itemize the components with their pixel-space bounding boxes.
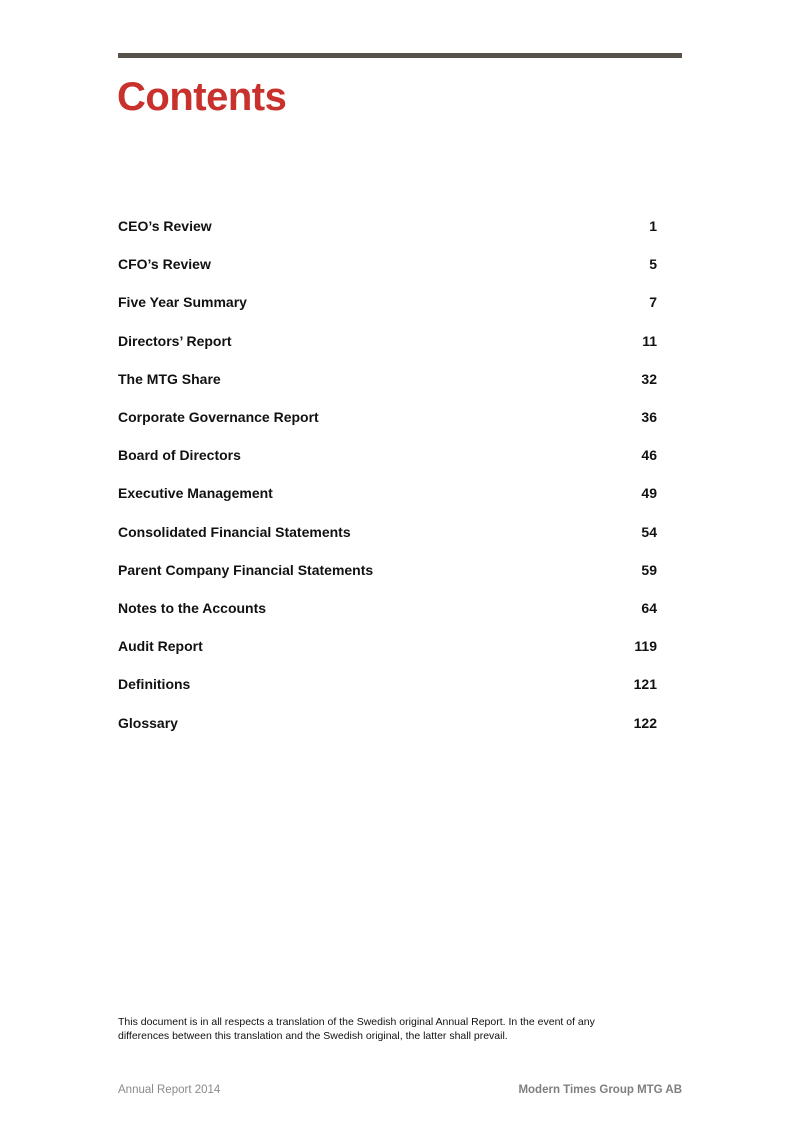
toc-entry-label: CEO’s Review	[118, 218, 212, 235]
toc-entry-page: 11	[642, 332, 657, 349]
toc-entry-label: Consolidated Financial Statements	[118, 523, 351, 540]
translation-disclaimer: This document is in all respects a translation of the Swedish original Annual Report. In the event of any differences between this translation and the Swedish original, the latter shall prevail.	[118, 1016, 595, 1042]
toc-entry-page: 46	[641, 447, 657, 464]
footer-report-year: Annual Report 2014	[118, 1084, 221, 1096]
toc-entry[interactable]	[118, 665, 657, 703]
toc-entry-page: 122	[633, 714, 657, 731]
toc-entry[interactable]	[118, 474, 657, 512]
toc-entry-page: 5	[649, 256, 657, 273]
page-title: Contents	[117, 75, 287, 119]
toc-entry-label: Notes to the Accounts	[118, 599, 267, 616]
toc-entry-label: Board of Directors	[118, 447, 241, 464]
toc-entry-page: 7	[649, 294, 657, 311]
toc-entry-label: CFO’s Review	[118, 256, 211, 273]
toc-entry[interactable]	[118, 551, 657, 589]
toc-entry[interactable]	[118, 245, 657, 283]
toc-entry-label: Executive Management	[118, 485, 273, 502]
toc-entry-page: 121	[633, 676, 657, 693]
toc-entry-label: Directors’ Report	[118, 332, 232, 349]
toc-entry[interactable]	[118, 703, 657, 741]
toc-entry-label: Audit Report	[118, 638, 203, 655]
toc-entry-page: 36	[641, 409, 657, 426]
toc-entry-label: Five Year Summary	[118, 294, 247, 311]
toc-entry-label: Glossary	[118, 714, 178, 731]
toc-entry[interactable]	[118, 207, 657, 245]
toc-entry-page: 119	[634, 638, 657, 655]
toc-entry-page: 32	[641, 370, 657, 387]
toc-entry[interactable]	[118, 283, 657, 321]
toc-entry[interactable]	[118, 322, 657, 360]
top-rule	[118, 53, 682, 58]
table-of-contents	[118, 207, 657, 742]
toc-entry-page: 54	[641, 523, 657, 540]
toc-entry[interactable]	[118, 513, 657, 551]
toc-entry-page: 1	[649, 218, 657, 235]
toc-entry-label: Parent Company Financial Statements	[118, 561, 374, 578]
toc-entry-label: The MTG Share	[118, 370, 221, 387]
toc-entry-page: 59	[641, 561, 657, 578]
toc-entry-label: Corporate Governance Report	[118, 409, 319, 426]
footer-company-name: Modern Times Group MTG AB	[518, 1084, 682, 1096]
toc-entry[interactable]	[118, 436, 657, 474]
toc-entry[interactable]	[118, 398, 657, 436]
toc-entry[interactable]	[118, 627, 657, 665]
toc-entry-page: 64	[641, 599, 657, 616]
toc-entry-label: Definitions	[118, 676, 191, 693]
toc-entry-page: 49	[641, 485, 657, 502]
toc-entry[interactable]	[118, 589, 657, 627]
toc-entry[interactable]	[118, 360, 657, 398]
